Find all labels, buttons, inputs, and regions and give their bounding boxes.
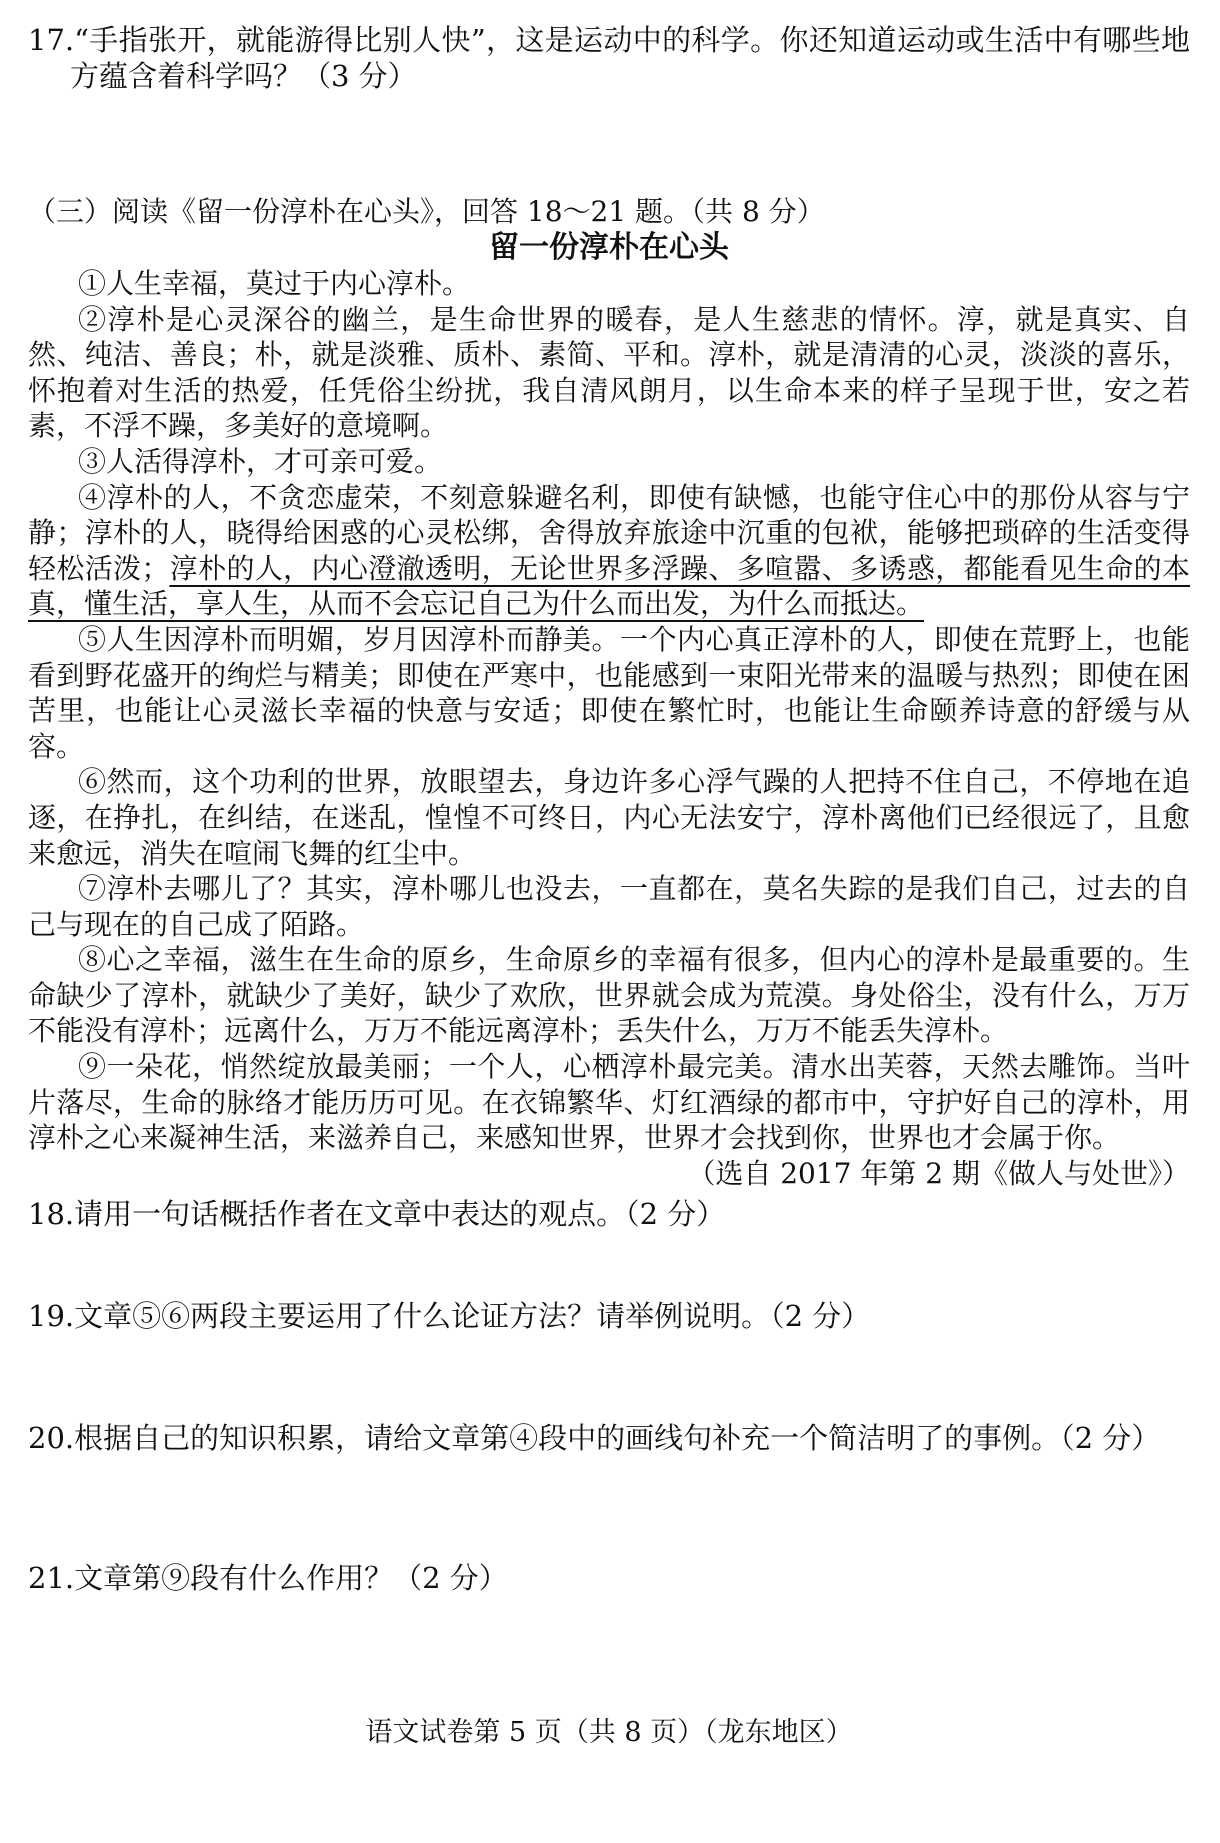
paragraph-6-text: 远，消失在喧闹飞舞的红尘中。 (84, 836, 477, 870)
paragraph-4-text: ④淳朴的人，不贪恋虚荣，不刻意躲避名利，即使有缺憾，也能守住心中的那份从容与宁 (78, 480, 1190, 514)
paragraph-2-text: ②淳朴是心灵深谷的幽兰，是生命世界的暖春，是人生慈悲的情怀。淳，就是真实、自然、 (28, 302, 1190, 372)
paragraph-5-text: ⑤人生因淳朴而明媚，岁月因淳朴而静美。一个内心真正淳朴的人，即使在荒野上，也能 (78, 622, 1190, 656)
paragraph-5 (28, 622, 1190, 764)
paragraph-9-text: 落尽，生命的脉络才能历历可见。在衣锦繁华、灯红酒绿的都市中，守护好自己的淳朴，用淳朴 (28, 1085, 1190, 1155)
paragraph-6-text: 逐，在挣扎，在纠结，在迷乱，惶惶不可终日，内心无法安宁，淳朴离他们已经很远了，且愈来愈 (28, 800, 1190, 870)
paragraph-7-text: 与现在的自己成了陌路。 (56, 907, 365, 941)
paragraph-1 (28, 266, 1190, 302)
underlined-sentence: 生活，享人生，从而不会忘记自己为什么而出发，为什么而抵达。 (112, 587, 925, 621)
article-source: （选自 2017 年第 2 期《做人与处世》） (687, 1156, 1190, 1190)
underlined-sentence: 淳朴的人，内心澄澈透明，无论世界多浮躁、多喧嚣、多诱惑，都能看见生命的本真，懂 (28, 551, 1190, 621)
question-20: 20.根据自己的知识积累，请给文章第④段中的画线句补充一个简洁明了的事例。（2 分） (28, 1420, 1161, 1455)
paragraph-9 (28, 1049, 1190, 1156)
paragraph-1-text: ①人生幸福，莫过于内心淳朴。 (78, 267, 471, 300)
paragraph-8-text: 命缺少了淳朴，就缺少了美好，缺少了欢欣，世界就会成为荒漠。身处俗尘，没有什么，万万不 (28, 978, 1190, 1048)
paragraph-8-text: ⑧心之幸福，滋生在生命的原乡，生命原乡的幸福有很多，但内心的淳朴是最重要的。生 (78, 943, 1190, 977)
question-21: 21.文章第⑨段有什么作用？（2 分） (28, 1560, 508, 1595)
article-title: 留一份淳朴在心头 (489, 230, 729, 265)
paragraph-4-text: 松活泼； (56, 551, 170, 585)
question-17 (28, 22, 1190, 94)
paragraph-3-text: ③人活得淳朴，才可亲可爱。 (78, 444, 443, 478)
paragraph-3 (28, 444, 1190, 480)
paragraph-2-text: 活的热爱，任凭俗尘纷扰，我自清风朗月，以生命本来的样子呈现于世，安之若素，不浮不躁，多 (28, 373, 1190, 443)
paragraph-8 (28, 942, 1190, 1049)
article-body (28, 266, 1190, 1156)
paragraph-2-text: 美好的意境啊。 (252, 409, 449, 443)
paragraph-6 (28, 764, 1190, 871)
paragraph-4-text: 静；淳朴的人，晓得给困惑的心灵松绑，舍得放弃旅途中沉重的包袱，能够把琐碎的生活变得轻 (28, 516, 1190, 585)
paragraph-6-text: ⑥然而，这个功利的世界，放眼望去，身边许多心浮气躁的人把持不住自己，不停地在追 (78, 765, 1190, 799)
paragraph-7-text: ⑦淳朴去哪儿了？其实，淳朴哪儿也没去，一直都在，莫名失踪的是我们自己，过去的自己 (28, 872, 1190, 941)
question-18: 18.请用一句话概括作者在文章中表达的观点。（2 分） (28, 1196, 726, 1231)
paragraph-2-text: 纯洁、善良；朴，就是淡雅、质朴、素简、平和。淳朴，就是清清的心灵，淡淡的喜乐，怀抱着对生 (28, 338, 1190, 407)
paragraph-4 (28, 480, 1190, 622)
paragraph-7 (28, 871, 1190, 942)
paragraph-9-text: ⑨一朵花，悄然绽放最美丽；一个人，心栖淳朴最完美。清水出芙蓉，天然去雕饰。当叶片 (28, 1050, 1190, 1119)
paragraph-8-text: 能没有淳朴；远离什么，万万不能远离淳朴；丢失什么，万万不能丢失淳朴。 (56, 1014, 1009, 1048)
q17-line1: 17.“手指张开，就能游得比别人快”，这是运动中的科学。你还知道运动或生活中有哪些地方 (28, 23, 1190, 93)
question-19: 19.文章⑤⑥两段主要运用了什么论证方法？请举例说明。（2 分） (28, 1298, 871, 1333)
page-footer: 语文试卷第 5 页（共 8 页）（龙东地区） (365, 1716, 853, 1748)
paragraph-5-text: 看到野花盛开的绚烂与精美；即使在严寒中，也能感到一束阳光带来的温暖与热烈；即使在困 (28, 658, 1190, 692)
section-intro: （三）阅读《留一份淳朴在心头》，回答 18～21 题。（共 8 分） (28, 195, 825, 228)
paragraph-2 (28, 302, 1190, 444)
q17-line2: 蕴含着科学吗？（3 分） (99, 59, 417, 93)
paragraph-9-text: 之心来凝神生活，来滋养自己，来感知世界，世界才会找到你，世界也才会属于你。 (84, 1121, 1121, 1155)
paragraph-5-text: 苦里，也能让心灵滋长幸福的快意与安适；即使在繁忙时，也能让生命颐养诗意的舒缓与从容。 (28, 694, 1190, 763)
